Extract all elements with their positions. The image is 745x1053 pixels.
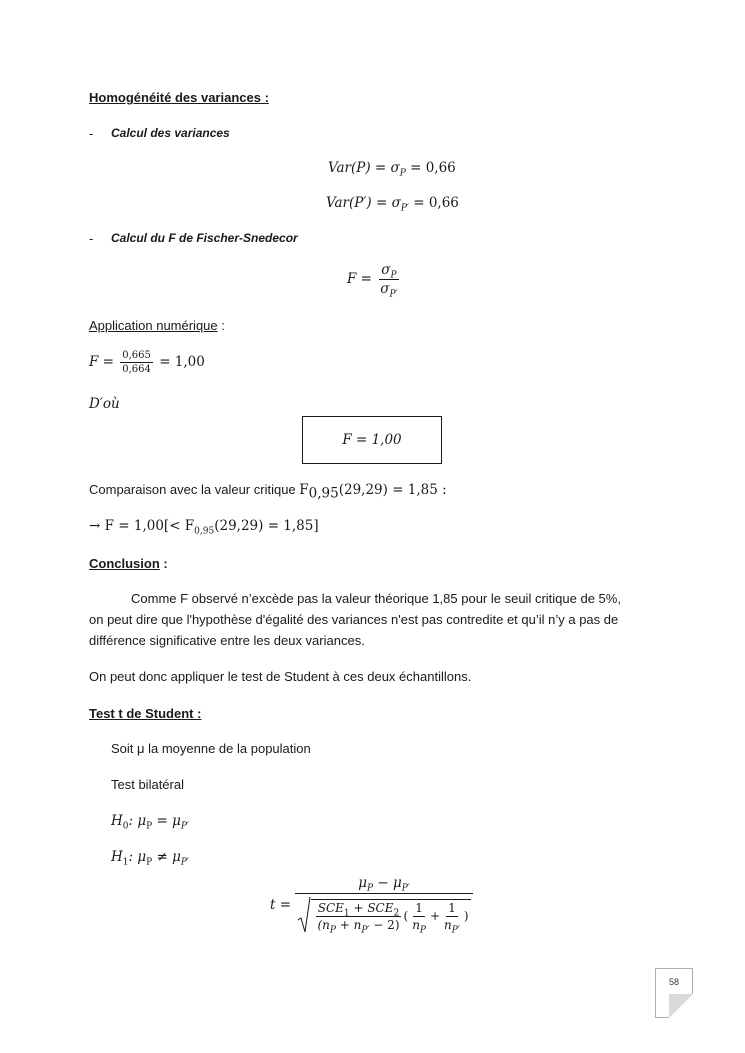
bullet-dash-2: - — [89, 231, 94, 246]
paragraph-line-2: on peut dire que l'hypothèse d'égalité des variances n'est pas contredite et qu’il n’y a pas de — [89, 612, 619, 627]
page-curl-icon — [669, 994, 693, 1018]
bullet-dash: - — [89, 126, 94, 141]
t-formula: t = $\mu_P - \mu_{P'}$ $\frac{SCE_1 + SCE_2}{(n_P + n_{P'} - 2)}$ ( $\frac{1}{n_P}$ + $\frac{1}{n_{P'}}$ ) — [270, 875, 473, 934]
f-numeric: F = $\frac{0,665}{0,664}$ = 1,00 — [89, 350, 205, 375]
page-number: 58 — [668, 977, 679, 987]
result-box — [302, 416, 442, 464]
mu-definition: Soit μ la moyenne de la population — [111, 741, 311, 756]
student-note: On peut donc appliquer le test de Student à ces deux échantillons. — [89, 669, 472, 684]
paragraph-line-1: Comme F observé n’excède pas la valeur théorique 1,85 pour le seuil critique de 5%, — [131, 591, 621, 606]
bilateral-test: Test bilatéral — [111, 777, 184, 792]
bullet-calc-variances: Calcul des variances — [111, 126, 230, 140]
hypothesis-h0: $H_0$: $\mu_P = \mu_{P'}$ — [111, 813, 189, 832]
variance-equation-p: $Var(P) = \sigma_P = 0,66$ — [328, 160, 456, 179]
hypothesis-h1: $H_1$: $\mu_P \ne \mu_{P'}$ — [111, 849, 189, 868]
dou-text: D′où — [89, 396, 120, 412]
inequality-line: → $F = 1,00[< F_{0,95}(29,29) = 1,85]$ — [89, 518, 319, 537]
sqrt-sign — [297, 896, 311, 934]
page-number-box — [655, 968, 693, 1018]
section-title-student: Test t de Student : — [89, 706, 202, 721]
application-label: Application numérique : — [89, 318, 225, 333]
conclusion-label: Conclusion : — [89, 556, 168, 571]
f-formula: F = $\frac{\sigma_P}{\sigma_{P'}}$ — [347, 262, 398, 300]
comparison-line: Comparaison avec la valeur critique $F_{0,95}(29,29) = 1,85$ : — [89, 482, 447, 502]
bullet-calc-f: Calcul du F de Fischer-Snedecor — [111, 231, 298, 245]
section-title-homogeneity: Homogénéité des variances : — [89, 90, 269, 105]
variance-equation-p-prime: $Var(P') = \sigma_{P'} = 0,66$ — [326, 195, 459, 214]
boxed-result: F = 1,00 — [342, 432, 402, 448]
paragraph-line-3: différence significative entre les deux variances. — [89, 633, 365, 648]
